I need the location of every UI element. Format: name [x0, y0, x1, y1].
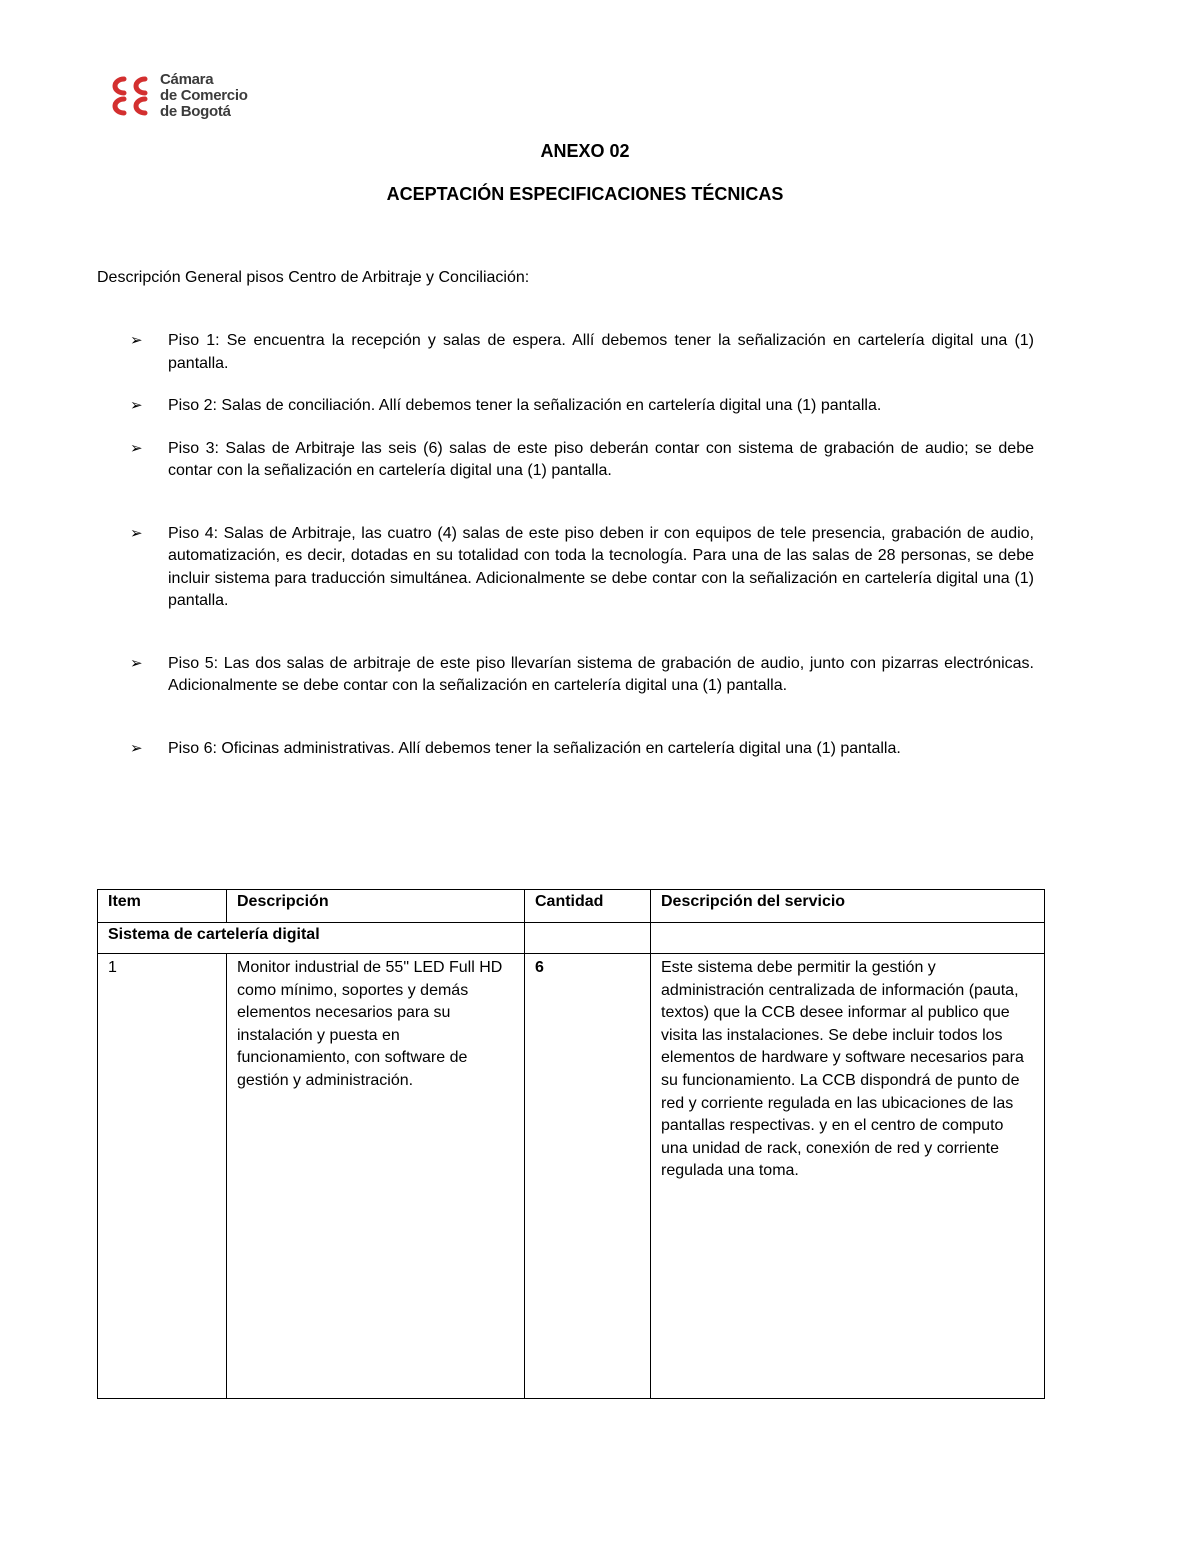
- list-item: [130, 395, 1034, 418]
- section-empty-cell: [651, 923, 1045, 954]
- table-row: [98, 954, 1045, 1399]
- list-item-text: Piso 2: Salas de conciliación. Allí debemos tener la señalización en cartelería digital una (1) pantalla.: [168, 397, 882, 414]
- logo-line-1: Cámara: [160, 71, 214, 88]
- annex-heading: ANEXO 02: [540, 141, 630, 161]
- arrow-bullet-icon: ➢: [130, 654, 143, 672]
- ccb-logo: [104, 70, 248, 122]
- intro-text: Descripción General pisos Centro de Arbitraje y Conciliación:: [97, 269, 530, 286]
- list-item-text: Piso 6: Oficinas administrativas. Allí debemos tener la señalización en cartelería digital una (1) pantalla.: [168, 739, 901, 757]
- arrow-bullet-icon: ➢: [130, 524, 143, 542]
- list-item: [130, 330, 1034, 375]
- list-item: [130, 738, 1034, 761]
- section-label: Sistema de cartelería digital: [98, 923, 525, 954]
- arrow-bullet-icon: ➢: [130, 439, 143, 457]
- list-item-text: Piso 3: Salas de Arbitraje las seis (6) salas de este piso deberán contar con sistema de grabación de audio; se debe contar con la señalización en cartelería digital una (1) pantalla.: [168, 439, 1034, 479]
- logo-line-2: de Comercio: [160, 87, 248, 104]
- list-item-text: Piso 1: Se encuentra la recepción y salas de espera. Allí debemos tener la señalización en cartelería digital una (1) pantalla.: [168, 332, 1034, 372]
- arrow-bullet-icon: ➢: [130, 332, 143, 349]
- header-item: Item: [98, 890, 227, 923]
- cell-item: 1: [98, 954, 227, 1399]
- section-empty-cell: [525, 923, 651, 954]
- spec-table: [97, 889, 1045, 1399]
- list-item-text: Piso 4: Salas de Arbitraje, las cuatro (4) salas de este piso deben ir con equipos de tele presencia, grabación de audio, automatización, es decir, dotadas en su totalidad con toda la tecnología. Para una de las salas de 28 personas, se debe incluir sistema para traducción simultánea. Adicionalmente se debe contar con la señalización en cartelería digital una (1) pantalla.: [168, 524, 1034, 609]
- ccb-logo-mark-icon: [104, 71, 154, 121]
- logo-line-3: de Bogotá: [160, 103, 231, 120]
- cell-description: Monitor industrial de 55" LED Full HD como mínimo, soportes y demás elementos necesarios para su instalación y puesta en funcionamiento, con software de gestión y administración.: [227, 954, 525, 1399]
- arrow-bullet-icon: ➢: [130, 739, 143, 757]
- list-item-text: Piso 5: Las dos salas de arbitraje de este piso llevarían sistema de grabación de audio, junto con pizarras electrónicas. Adicionalmente se debe contar con la señalización en cartelería digital una (1) pantalla.: [168, 654, 1034, 694]
- list-item: [130, 438, 1034, 483]
- header-service: Descripción del servicio: [651, 890, 1045, 923]
- table-section-row: [98, 923, 1045, 954]
- document-title: ACEPTACIÓN ESPECIFICACIONES TÉCNICAS: [386, 184, 784, 204]
- ccb-logo-text: [160, 72, 248, 120]
- cell-quantity: 6: [525, 954, 651, 1399]
- list-item: [130, 523, 1034, 613]
- cell-service: Este sistema debe permitir la gestión y administración centralizada de información (pauta, textos) que la CCB desee informar al publico que visita las instalaciones. Se debe incluir todos los elementos de hardware y software necesarios para su funcionamiento. La CCB dispondrá de punto de red y corriente regulada en las ubicaciones de las pantallas respectivas. y en el centro de computo una unidad de rack, conexión de red y corriente regulada una toma.: [651, 954, 1045, 1399]
- header-quantity: Cantidad: [525, 890, 651, 923]
- arrow-bullet-icon: ➢: [130, 397, 143, 414]
- floor-list: [130, 330, 1034, 760]
- list-item: [130, 653, 1034, 698]
- header-description: Descripción: [227, 890, 525, 923]
- table-header-row: [98, 890, 1045, 923]
